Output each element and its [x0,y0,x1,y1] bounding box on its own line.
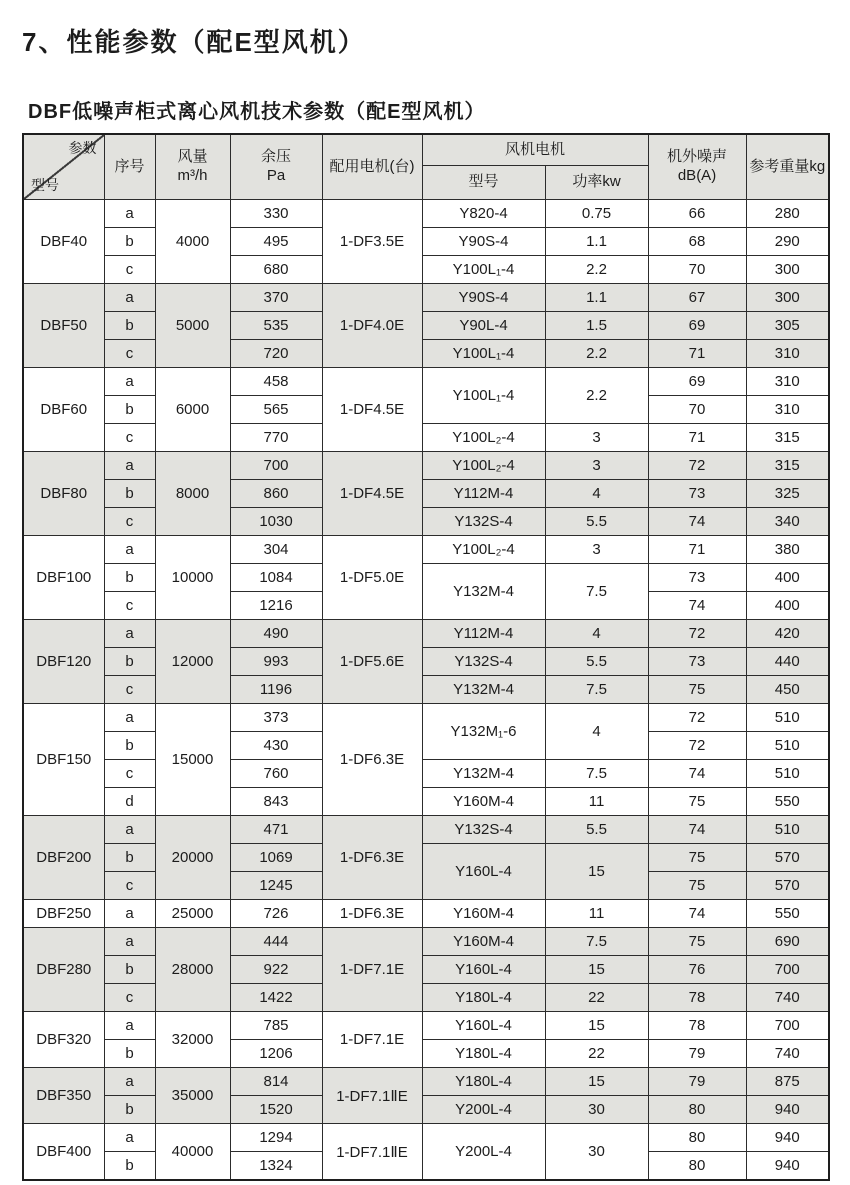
cell-model: DBF280 [23,928,104,1012]
cell-weight: 940 [746,1124,829,1152]
cell-motor-model: Y180L-4 [422,984,545,1012]
cell-motor-model: Y180L-4 [422,1040,545,1068]
cell-motor-power: 5.5 [545,816,648,844]
cell-noise: 71 [648,536,746,564]
cell-seq: b [104,1040,155,1068]
cell-motor-power: 1.1 [545,228,648,256]
cell-pressure: 458 [230,368,322,396]
table-row [23,536,829,564]
header-serial: 序号 [104,134,155,200]
cell-motor-model: Y132S-4 [422,816,545,844]
cell-weight: 310 [746,340,829,368]
table-row [23,760,829,788]
cell-motor-power: 7.5 [545,928,648,956]
cell-pressure: 304 [230,536,322,564]
cell-seq: b [104,956,155,984]
table-row [23,956,829,984]
cell-motor-power: 4 [545,704,648,760]
cell-motor-model: Y160M-4 [422,928,545,956]
cell-drive: 1-DF4.5E [322,452,422,536]
cell-airflow: 5000 [155,284,230,368]
cell-drive: 1-DF7.1ⅡE [322,1068,422,1124]
cell-motor-model: Y200L-4 [422,1096,545,1124]
cell-motor-power: 7.5 [545,760,648,788]
cell-pressure: 1084 [230,564,322,592]
cell-noise: 67 [648,284,746,312]
cell-motor-power: 15 [545,956,648,984]
cell-motor-model: Y160M-4 [422,788,545,816]
cell-noise: 70 [648,256,746,284]
cell-motor-model: Y200L-4 [422,1124,545,1181]
cell-motor-power: 22 [545,1040,648,1068]
cell-weight: 300 [746,284,829,312]
cell-motor-model: Y160M-4 [422,900,545,928]
header-fan-motor-group: 风机电机 [422,134,648,166]
cell-seq: a [104,704,155,732]
cell-airflow: 25000 [155,900,230,928]
cell-motor-power: 5.5 [545,648,648,676]
cell-seq: a [104,1068,155,1096]
cell-airflow: 8000 [155,452,230,536]
cell-seq: b [104,844,155,872]
cell-motor-power: 4 [545,620,648,648]
cell-motor-model: Y90L-4 [422,312,545,340]
cell-pressure: 720 [230,340,322,368]
cell-noise: 74 [648,900,746,928]
header-corner-cell [23,134,104,200]
cell-noise: 71 [648,340,746,368]
cell-pressure: 785 [230,1012,322,1040]
cell-pressure: 700 [230,452,322,480]
table-body [23,200,829,1181]
cell-noise: 71 [648,424,746,452]
cell-motor-model: Y132M₁-6 [422,704,545,760]
header-pressure-label: 余压 [260,148,291,166]
table-row [23,928,829,956]
cell-pressure: 760 [230,760,322,788]
cell-motor-power: 1.1 [545,284,648,312]
cell-seq: d [104,788,155,816]
cell-motor-model: Y132M-4 [422,564,545,620]
cell-airflow: 32000 [155,1012,230,1068]
cell-motor-model: Y132M-4 [422,760,545,788]
cell-noise: 80 [648,1096,746,1124]
cell-motor-power: 15 [545,1068,648,1096]
cell-pressure: 860 [230,480,322,508]
cell-airflow: 35000 [155,1068,230,1124]
cell-seq: a [104,928,155,956]
cell-noise: 75 [648,788,746,816]
cell-airflow: 20000 [155,816,230,900]
cell-pressure: 922 [230,956,322,984]
cell-seq: a [104,200,155,228]
cell-seq: c [104,592,155,620]
cell-drive: 1-DF5.0E [322,536,422,620]
table-row [23,228,829,256]
cell-weight: 325 [746,480,829,508]
cell-motor-model: Y160L-4 [422,1012,545,1040]
header-weight: 参考重量kg [746,134,829,200]
cell-motor-model: Y100L₂-4 [422,452,545,480]
cell-pressure: 1294 [230,1124,322,1152]
cell-noise: 73 [648,648,746,676]
table-row [23,256,829,284]
cell-noise: 75 [648,928,746,956]
cell-motor-model: Y112M-4 [422,620,545,648]
cell-seq: a [104,620,155,648]
cell-pressure: 1245 [230,872,322,900]
cell-motor-power: 7.5 [545,676,648,704]
cell-motor-model: Y100L₁-4 [422,368,545,424]
cell-seq: b [104,1096,155,1124]
cell-pressure: 1196 [230,676,322,704]
cell-model: DBF400 [23,1124,104,1181]
cell-seq: b [104,396,155,424]
cell-seq: b [104,732,155,760]
header-motor-model: 型号 [422,166,545,200]
cell-weight: 305 [746,312,829,340]
header-noise [648,134,746,200]
cell-pressure: 430 [230,732,322,760]
cell-noise: 80 [648,1124,746,1152]
header-noise-label: 机外噪声 [667,148,728,166]
cell-pressure: 565 [230,396,322,424]
cell-weight: 550 [746,900,829,928]
cell-drive: 1-DF3.5E [322,200,422,284]
cell-seq: c [104,508,155,536]
cell-model: DBF40 [23,200,104,284]
cell-noise: 74 [648,508,746,536]
cell-model: DBF80 [23,452,104,536]
cell-motor-model: Y132M-4 [422,676,545,704]
cell-airflow: 28000 [155,928,230,1012]
cell-pressure: 373 [230,704,322,732]
cell-weight: 700 [746,1012,829,1040]
cell-weight: 400 [746,564,829,592]
cell-weight: 940 [746,1096,829,1124]
cell-weight: 300 [746,256,829,284]
cell-pressure: 444 [230,928,322,956]
cell-weight: 315 [746,452,829,480]
cell-pressure: 1206 [230,1040,322,1068]
cell-weight: 510 [746,704,829,732]
cell-pressure: 726 [230,900,322,928]
cell-pressure: 1520 [230,1096,322,1124]
cell-pressure: 1030 [230,508,322,536]
cell-seq: a [104,1124,155,1152]
cell-motor-power: 30 [545,1124,648,1181]
cell-motor-model: Y160L-4 [422,956,545,984]
table-row [23,676,829,704]
table-row [23,564,829,592]
cell-seq: c [104,256,155,284]
table-row [23,452,829,480]
table-row [23,1096,829,1124]
cell-seq: c [104,984,155,1012]
cell-pressure: 1069 [230,844,322,872]
cell-seq: a [104,368,155,396]
cell-weight: 510 [746,816,829,844]
cell-seq: a [104,536,155,564]
cell-motor-power: 22 [545,984,648,1012]
cell-weight: 570 [746,872,829,900]
header-airflow-unit: m³/h [177,167,208,184]
cell-weight: 440 [746,648,829,676]
cell-motor-model: Y132S-4 [422,648,545,676]
cell-motor-model: Y100L₁-4 [422,340,545,368]
cell-noise: 69 [648,312,746,340]
header-airflow-label: 风量 [177,148,208,166]
cell-pressure: 1216 [230,592,322,620]
cell-motor-model: Y820-4 [422,200,545,228]
cell-model: DBF50 [23,284,104,368]
table-row [23,424,829,452]
cell-motor-power: 4 [545,480,648,508]
cell-seq: c [104,340,155,368]
header-airflow [155,134,230,200]
header-corner-params-label: 参数 [68,140,97,156]
cell-noise: 72 [648,732,746,760]
cell-noise: 72 [648,452,746,480]
cell-drive: 1-DF4.5E [322,368,422,452]
table-row [23,200,829,228]
cell-noise: 80 [648,1152,746,1181]
cell-noise: 69 [648,368,746,396]
cell-noise: 74 [648,816,746,844]
table-row [23,620,829,648]
cell-drive: 1-DF7.1E [322,1012,422,1068]
cell-weight: 510 [746,760,829,788]
cell-seq: c [104,424,155,452]
cell-model: DBF320 [23,1012,104,1068]
table-row [23,648,829,676]
cell-drive: 1-DF7.1ⅡE [322,1124,422,1181]
cell-motor-model: Y180L-4 [422,1068,545,1096]
table-row [23,816,829,844]
cell-pressure: 770 [230,424,322,452]
cell-motor-power: 11 [545,788,648,816]
table-row [23,340,829,368]
table-row [23,1040,829,1068]
table-row [23,984,829,1012]
cell-seq: b [104,648,155,676]
cell-motor-model: Y90S-4 [422,284,545,312]
cell-noise: 72 [648,704,746,732]
cell-weight: 510 [746,732,829,760]
cell-noise: 75 [648,872,746,900]
cell-motor-model: Y100L₂-4 [422,536,545,564]
cell-motor-power: 3 [545,536,648,564]
cell-pressure: 1422 [230,984,322,1012]
cell-motor-power: 15 [545,1012,648,1040]
cell-motor-power: 15 [545,844,648,900]
cell-noise: 66 [648,200,746,228]
cell-airflow: 15000 [155,704,230,816]
cell-seq: a [104,1012,155,1040]
header-motor-power: 功率kw [545,166,648,200]
cell-noise: 68 [648,228,746,256]
cell-pressure: 843 [230,788,322,816]
cell-seq: b [104,1152,155,1181]
cell-seq: c [104,872,155,900]
table-row [23,1012,829,1040]
cell-weight: 740 [746,1040,829,1068]
header-drive: 配用电机(台) [322,134,422,200]
cell-seq: a [104,452,155,480]
cell-noise: 76 [648,956,746,984]
cell-motor-power: 30 [545,1096,648,1124]
cell-motor-model: Y112M-4 [422,480,545,508]
cell-pressure: 535 [230,312,322,340]
cell-weight: 310 [746,396,829,424]
cell-pressure: 495 [230,228,322,256]
cell-airflow: 12000 [155,620,230,704]
cell-noise: 79 [648,1068,746,1096]
header-pressure [230,134,322,200]
cell-weight: 450 [746,676,829,704]
cell-seq: b [104,564,155,592]
cell-noise: 75 [648,844,746,872]
cell-weight: 340 [746,508,829,536]
cell-drive: 1-DF6.3E [322,816,422,900]
cell-pressure: 814 [230,1068,322,1096]
cell-weight: 420 [746,620,829,648]
cell-airflow: 40000 [155,1124,230,1181]
cell-airflow: 10000 [155,536,230,620]
cell-noise: 72 [648,620,746,648]
cell-drive: 1-DF7.1E [322,928,422,1012]
table-row [23,368,829,396]
cell-weight: 380 [746,536,829,564]
cell-weight: 310 [746,368,829,396]
cell-weight: 690 [746,928,829,956]
table-row [23,704,829,732]
cell-motor-model: Y132S-4 [422,508,545,536]
cell-pressure: 471 [230,816,322,844]
cell-weight: 280 [746,200,829,228]
cell-model: DBF150 [23,704,104,816]
table-row [23,508,829,536]
cell-pressure: 1324 [230,1152,322,1181]
cell-motor-model: Y100L₂-4 [422,424,545,452]
cell-weight: 940 [746,1152,829,1181]
cell-motor-power: 2.2 [545,340,648,368]
cell-motor-power: 3 [545,424,648,452]
cell-seq: b [104,312,155,340]
table-row [23,1124,829,1152]
cell-motor-power: 5.5 [545,508,648,536]
cell-airflow: 4000 [155,200,230,284]
cell-airflow: 6000 [155,368,230,452]
cell-weight: 290 [746,228,829,256]
cell-seq: a [104,284,155,312]
cell-noise: 79 [648,1040,746,1068]
cell-pressure: 330 [230,200,322,228]
cell-seq: b [104,228,155,256]
cell-motor-model: Y90S-4 [422,228,545,256]
cell-seq: b [104,480,155,508]
table-row [23,480,829,508]
cell-weight: 400 [746,592,829,620]
header-corner-model-label: 型号 [31,176,59,193]
cell-weight: 875 [746,1068,829,1096]
cell-motor-power: 1.5 [545,312,648,340]
cell-seq: a [104,900,155,928]
table-header [23,134,829,200]
header-pressure-unit: Pa [266,167,286,184]
cell-motor-power: 11 [545,900,648,928]
header-noise-unit: dB(A) [677,167,717,184]
table-row [23,1068,829,1096]
cell-weight: 550 [746,788,829,816]
cell-motor-model: Y100L₁-4 [422,256,545,284]
cell-weight: 740 [746,984,829,1012]
table-row [23,844,829,872]
cell-motor-power: 3 [545,452,648,480]
cell-motor-model: Y160L-4 [422,844,545,900]
cell-noise: 74 [648,760,746,788]
cell-noise: 78 [648,984,746,1012]
cell-drive: 1-DF4.0E [322,284,422,368]
cell-drive: 1-DF5.6E [322,620,422,704]
cell-motor-power: 2.2 [545,368,648,424]
cell-pressure: 370 [230,284,322,312]
cell-noise: 73 [648,564,746,592]
table-row [23,900,829,928]
cell-model: DBF250 [23,900,104,928]
cell-pressure: 490 [230,620,322,648]
cell-weight: 570 [746,844,829,872]
cell-drive: 1-DF6.3E [322,900,422,928]
cell-model: DBF200 [23,816,104,900]
cell-noise: 73 [648,480,746,508]
cell-seq: a [104,816,155,844]
cell-seq: c [104,760,155,788]
cell-noise: 70 [648,396,746,424]
cell-model: DBF60 [23,368,104,452]
cell-model: DBF120 [23,620,104,704]
cell-motor-power: 7.5 [545,564,648,620]
table-row [23,312,829,340]
cell-weight: 700 [746,956,829,984]
cell-weight: 315 [746,424,829,452]
table-title: DBF低噪声柜式离心风机技术参数（配E型风机） [28,101,486,123]
cell-noise: 75 [648,676,746,704]
cell-pressure: 993 [230,648,322,676]
table-row [23,788,829,816]
cell-seq: c [104,676,155,704]
cell-model: DBF350 [23,1068,104,1124]
cell-noise: 78 [648,1012,746,1040]
table-row [23,284,829,312]
cell-motor-power: 2.2 [545,256,648,284]
page-title: 7、性能参数（配E型风机） [22,27,366,57]
cell-pressure: 680 [230,256,322,284]
cell-motor-power: 0.75 [545,200,648,228]
cell-model: DBF100 [23,536,104,620]
cell-noise: 74 [648,592,746,620]
cell-drive: 1-DF6.3E [322,704,422,816]
fan-spec-table [22,133,830,1181]
